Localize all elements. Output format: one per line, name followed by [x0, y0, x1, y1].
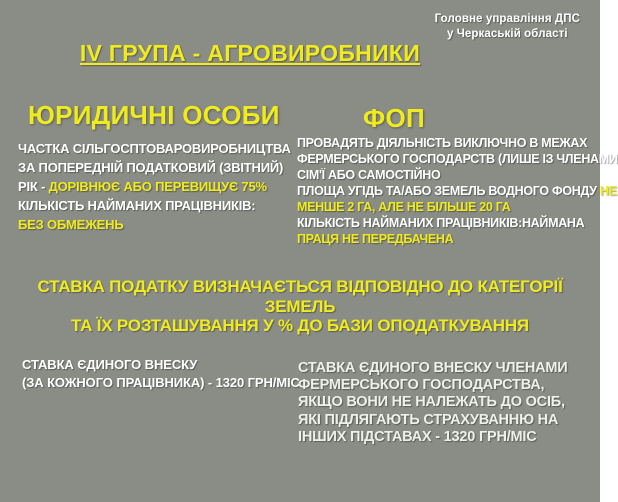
- fop-line3: СІМ'Ї АБО САМОСТІЙНО: [297, 168, 441, 182]
- esv-right-line1: СТАВКА ЄДИНОГО ВНЕСКУ ЧЛЕНАМИ: [298, 360, 568, 376]
- esv-right-line4: ЯКІ ПІДЛЯГАЮТЬ СТРАХУВАННЮ НА: [298, 411, 559, 428]
- esv-right-line2: ФЕРМЕРСЬКОГО ГОСПОДАРСТВА,: [298, 377, 545, 394]
- esv-employee-rate-text: [22, 356, 300, 392]
- legal-entities-heading: ЮРИДИЧНІ ОСОБИ: [28, 100, 280, 130]
- esv-farm-members-rate-text: [298, 360, 568, 446]
- org-name: [435, 12, 580, 42]
- page-title: IV ГРУПА - АГРОВИРОБНИКИ: [79, 40, 421, 66]
- fop-heading: ФОП: [363, 103, 426, 133]
- fop-line2: ФЕРМЕРСЬКОГО ГОСПОДАРСТВ (ЛИШЕ ІЗ ЧЛЕНАМИ: [297, 152, 618, 166]
- esv-right-line3: ЯКЩО ВОНИ НЕ НАЛЕЖАТЬ ДО ОСІБ,: [298, 394, 565, 411]
- legal-line2: ЗА ПОПЕРЕДНІЙ ПОДАТКОВИЙ (ЗВІТНИЙ): [18, 160, 284, 175]
- esv-right-line5: ІНШИХ ПІДСТАВАХ - 1320 ГРН/МІС: [298, 428, 537, 445]
- fop-line4-white: ПЛОЩА УГІДЬ ТА/АБО ЗЕМЕЛЬ ВОДНОГО ФОНДУ: [297, 184, 600, 198]
- fop-text: [297, 135, 618, 247]
- legal-line3: [18, 177, 291, 196]
- tax-rate-banner: [0, 277, 600, 336]
- fop-line4: [297, 183, 618, 199]
- fop-line1: ПРОВАДЯТЬ ДІЯЛЬНІСТЬ ВИКЛЮЧНО В МЕЖАХ: [297, 136, 588, 150]
- tax-rate-banner-line2: ТА ЇХ РОЗТАШУВАННЯ У % ДО БАЗИ ОПОДАТКУВАННЯ: [71, 316, 529, 335]
- legal-entities-text: [18, 139, 291, 234]
- legal-line4: КІЛЬКІСТЬ НАЙМАНИХ ПРАЦІВНИКІВ:: [18, 198, 256, 213]
- fop-line5-highlight: МЕНШЕ 2 ГА, АЛЕ НЕ БІЛЬШЕ 20 ГА: [297, 200, 511, 214]
- esv-left-line1: СТАВКА ЄДИНОГО ВНЕСКУ: [22, 357, 198, 372]
- org-name-line2: у Черкаській області: [446, 28, 568, 40]
- fop-line4-highlight: НЕ: [599, 184, 617, 198]
- legal-line5-highlight: БЕЗ ОБМЕЖЕНЬ: [18, 217, 124, 232]
- fop-line6: КІЛЬКІСТЬ НАЙМАНИХ ПРАЦІВНИКІВ:НАЙМАНА: [297, 216, 585, 230]
- legal-line3-white: РІК -: [18, 179, 49, 194]
- fop-line7-highlight: ПРАЦЯ НЕ ПЕРЕДБАЧЕНА: [297, 232, 454, 246]
- legal-line3-highlight: ДОРІВНЮЄ АБО ПЕРЕВИЩУЄ 75%: [48, 179, 267, 194]
- org-name-line1: Головне управління ДПС: [434, 13, 580, 25]
- tax-rate-banner-line1: СТАВКА ПОДАТКУ ВИЗНАЧАЄТЬСЯ ВІДПОВІДНО ДО КАТЕГОРІЇ ЗЕМЕЛЬ: [37, 277, 563, 316]
- esv-left-line2: (ЗА КОЖНОГО ПРАЦІВНИКА) - 1320 ГРН/МІС: [22, 375, 300, 390]
- legal-line1: ЧАСТКА СІЛЬГОСПТОВАРОВИРОБНИЦТВА: [18, 141, 291, 156]
